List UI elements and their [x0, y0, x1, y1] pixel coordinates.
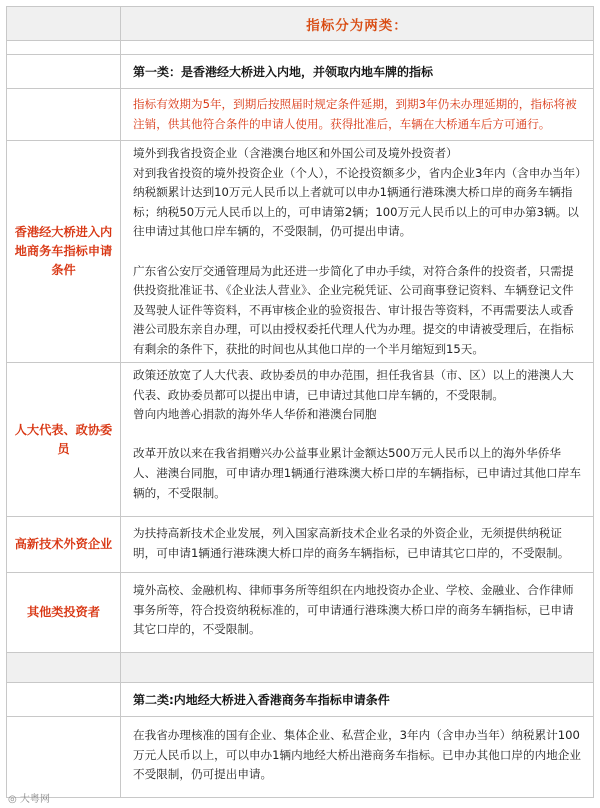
- paragraph: 曾向内地善心捐款的海外华人华侨和港澳台同胞: [133, 407, 377, 422]
- paragraph: 境外高校、金融机构、律师事务所等组织在内地投资办企业、学校、金融业、合作律师事务所等，符合投资纳税标准的，可申请通行港珠澳大桥口岸的商务车辆指标，已申请其它口岸的，不受限制。: [133, 583, 574, 637]
- paragraph: 在我省办理核准的国有企业、集体企业、私营企业，3年内（含申办当年）纳税累计100万元人民币以上，可以申办1辆内地经大桥出港商务车指标。已申办其他口岸的内地企业不受限制，仍可提出申请。: [133, 728, 581, 782]
- spacer-row: [7, 653, 593, 683]
- category-row-hitech: [7, 517, 593, 573]
- header-left-cell: [7, 7, 121, 40]
- category-label: 人大代表、政协委员: [14, 422, 113, 456]
- paragraph: 为扶持高新技术企业发展，列入国家高新技术企业名录的外资企业，无须提供纳税证明，可申请1辆通行港珠澳大桥口岸的商务车辆指标，已申请其它口岸的，不受限制。: [133, 526, 570, 560]
- section2-body-row: [7, 717, 593, 797]
- notice-left-cell: [7, 89, 121, 140]
- spacer-row: [7, 41, 593, 55]
- paragraph-gap: [133, 425, 583, 445]
- section1-title-row: [7, 55, 593, 89]
- paragraph: 改革开放以来在我省捐赠兴办公益事业累计金额达500万元人民币以上的海外华侨华人、港澳台同胞，可申请办理1辆通行港珠澳大桥口岸的车辆指标，已申请过其他口岸车辆的，不受限制。: [133, 446, 581, 500]
- table-title: 指标分为两类：: [306, 17, 408, 34]
- paragraph: 境外到我省投资企业（含港澳台地区和外国公司及境外投资者）: [133, 146, 458, 160]
- category-label-cell: [7, 573, 121, 652]
- watermark: [8, 790, 50, 805]
- watermark-icon: ◎: [8, 794, 17, 805]
- paragraph: 广东省公安厅交通管理局为此还进一步简化了申办手续，对符合条件的投资者，只需提供投资批准证书、《企业法人营业》、企业完税凭证、公司商事登记资料、车辆登记文件及驾驶人证件等资料，不再审核企业的验资报告、审计报告等资料，不再需要法人或香港公司股东亲自办理，可以由授权委托代理人代为办理。提交的申请被受理后，在指标有剩余的条件下，获批的时间也从其他口岸的一个半月缩短到15天。: [133, 263, 574, 356]
- notice-cell: [121, 89, 593, 140]
- spacer-left-cell: [7, 41, 121, 54]
- paragraph: 对到我省投资的境外投资企业（个人），不论投资额多少，省内企业3年内（含申办当年）纳税额累计达到10万元人民币以上者就可以申办1辆通行港珠澳大桥口岸的商务车辆指标；纳税50万元人民币以上的，可申请第2辆；100万元人民币以上的可申办第3辆。以往申请过其他口岸车辆的，不受限制，仍可提出申请。: [133, 165, 581, 239]
- section1-left-cell: [7, 55, 121, 88]
- category-label-cell: [7, 517, 121, 572]
- category-content-cell: [121, 141, 593, 362]
- table-header-row: [7, 7, 593, 41]
- category-row-npc-cppcc: [7, 363, 593, 517]
- section1-notice-row: [7, 89, 593, 141]
- category-label-cell: [7, 141, 121, 362]
- category-label-cell: [7, 363, 121, 516]
- section1-title-cell: [121, 55, 593, 88]
- section2-title-cell: [121, 683, 593, 716]
- section2-body-cell: [121, 717, 593, 797]
- section2-body-left-cell: [7, 717, 121, 797]
- section2-title-row: [7, 683, 593, 717]
- policy-table: [6, 6, 594, 798]
- watermark-text: 大粤网: [19, 794, 50, 805]
- section2-title: 第二类:内地经大桥进入香港商务车指标申请条件: [133, 693, 390, 707]
- spacer-left-cell: [7, 653, 121, 682]
- category-row-other: [7, 573, 593, 653]
- paragraph-gap: [133, 242, 583, 262]
- category-label: 其他类投资者: [26, 605, 101, 619]
- paragraph: 政策还放宽了人大代表、政协委员的申办范围，担任我省县（市、区）以上的港澳人大代表、政协委员都可以提出申请，已申请过其他口岸车辆的，不受限制。: [133, 368, 574, 402]
- section1-title: 第一类：是香港经大桥进入内地，并领取内地车牌的指标: [133, 65, 434, 79]
- category-content-cell: [121, 573, 593, 652]
- section2-left-cell: [7, 683, 121, 716]
- category-row-hk-investor: [7, 141, 593, 363]
- category-label: 高新技术外资企业: [14, 537, 113, 551]
- category-content-cell: [121, 363, 593, 516]
- validity-notice: 指标有效期为5年，到期后按照届时规定条件延期，到期3年仍未办理延期的，指标将被注销，供其他符合条件的申请人使用。获得批准后，车辆在大桥通车后方可通行。: [133, 97, 577, 131]
- category-content-cell: [121, 517, 593, 572]
- category-label: 香港经大桥进入内地商务车指标申请条件: [14, 225, 113, 277]
